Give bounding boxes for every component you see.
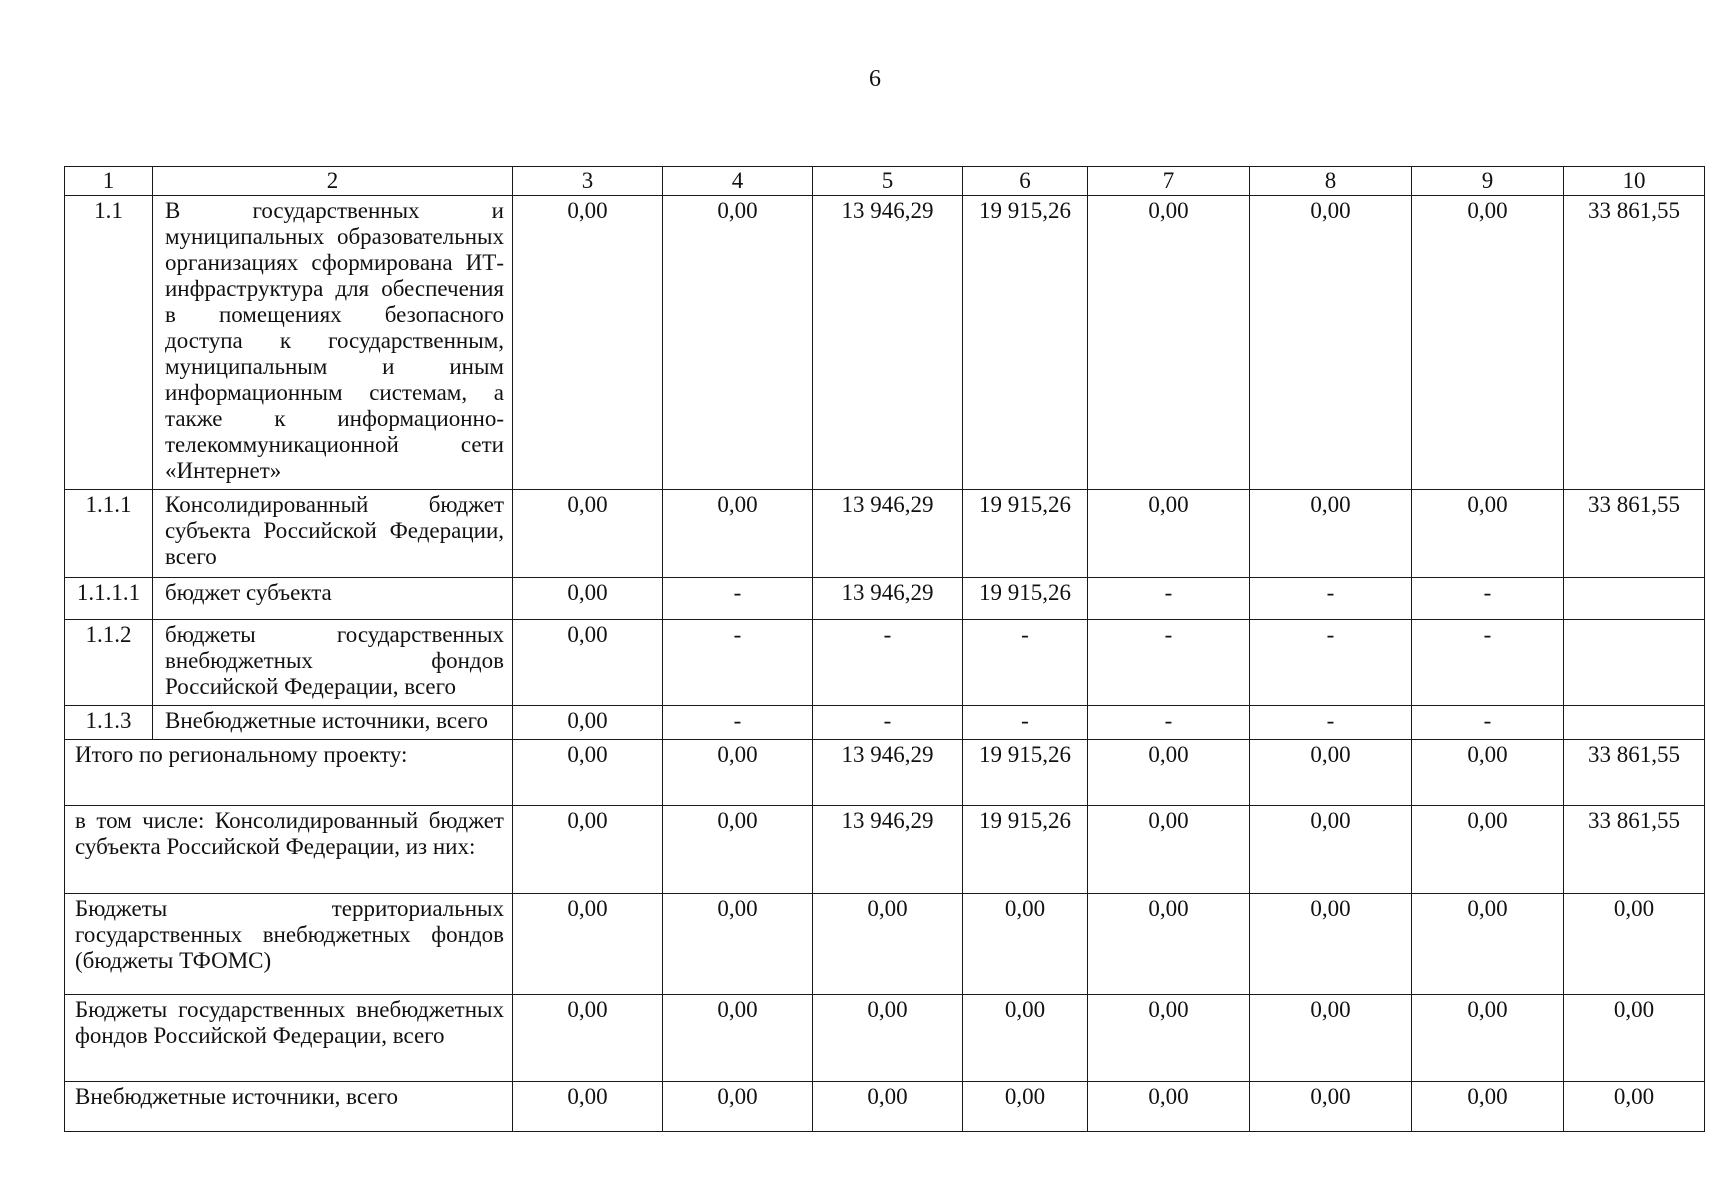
value-cell: 0,00 [1564, 894, 1705, 995]
table-row [65, 620, 1705, 706]
value-cell: 0,00 [513, 490, 663, 578]
value-cell: 0,00 [513, 578, 663, 620]
value-cell: - [1412, 706, 1564, 740]
value-cell: 0,00 [1088, 806, 1250, 894]
column-number: 6 [963, 167, 1088, 196]
value-cell: 0,00 [1088, 740, 1250, 806]
table-row-total [65, 740, 1705, 806]
value-cell: 0,00 [963, 1082, 1088, 1132]
column-number: 1 [65, 167, 153, 196]
row-description: Внебюджетные источники, всего [65, 1082, 513, 1132]
budget-table [64, 166, 1705, 1132]
table-row [65, 490, 1705, 578]
table-row [65, 806, 1705, 894]
value-cell: - [1250, 620, 1412, 706]
value-cell: 0,00 [663, 196, 813, 490]
value-cell: - [1412, 578, 1564, 620]
value-cell: 0,00 [513, 894, 663, 995]
value-cell: 0,00 [1564, 1082, 1705, 1132]
value-cell: 33 861,55 [1564, 490, 1705, 578]
value-cell: 0,00 [1564, 995, 1705, 1082]
value-cell: 19 915,26 [963, 578, 1088, 620]
value-cell: 0,00 [1412, 1082, 1564, 1132]
value-cell: - [1250, 706, 1412, 740]
column-number: 5 [813, 167, 963, 196]
value-cell: 0,00 [813, 1082, 963, 1132]
value-cell: - [1250, 578, 1412, 620]
value-cell: 13 946,29 [813, 806, 963, 894]
value-cell: 0,00 [1088, 894, 1250, 995]
row-description: Бюджеты государственных внебюджетных фондов Российской Федерации, всего [65, 995, 513, 1082]
column-number: 3 [513, 167, 663, 196]
value-cell: 0,00 [1250, 740, 1412, 806]
value-cell: 0,00 [1412, 995, 1564, 1082]
value-cell: 13 946,29 [813, 740, 963, 806]
page-number: 6 [869, 66, 881, 92]
value-cell: 19 915,26 [963, 740, 1088, 806]
value-cell: 19 915,26 [963, 196, 1088, 490]
value-cell: 0,00 [513, 196, 663, 490]
value-cell [1564, 706, 1705, 740]
column-number: 8 [1250, 167, 1412, 196]
row-description: Внебюджетные источники, всего [153, 706, 513, 740]
value-cell: - [813, 620, 963, 706]
value-cell: 13 946,29 [813, 196, 963, 490]
value-cell: 0,00 [1412, 806, 1564, 894]
value-cell: 0,00 [1412, 894, 1564, 995]
value-cell: - [1088, 620, 1250, 706]
value-cell: 0,00 [813, 995, 963, 1082]
row-description: бюджеты государственных внебюджетных фондов Российской Федерации, всего [153, 620, 513, 706]
value-cell: - [1088, 706, 1250, 740]
value-cell: 0,00 [963, 995, 1088, 1082]
value-cell: - [663, 578, 813, 620]
value-cell: 33 861,55 [1564, 740, 1705, 806]
table-row [65, 995, 1705, 1082]
column-number: 9 [1412, 167, 1564, 196]
row-description: бюджет субъекта [153, 578, 513, 620]
value-cell: 0,00 [963, 894, 1088, 995]
value-cell: 0,00 [813, 894, 963, 995]
value-cell: 0,00 [663, 806, 813, 894]
value-cell: 0,00 [513, 620, 663, 706]
table-row [65, 578, 1705, 620]
value-cell: - [663, 706, 813, 740]
row-description: Консолидированный бюджет субъекта Российской Федерации, всего [153, 490, 513, 578]
value-cell: 0,00 [663, 740, 813, 806]
value-cell: 33 861,55 [1564, 196, 1705, 490]
value-cell: 0,00 [513, 740, 663, 806]
table-row [65, 706, 1705, 740]
value-cell [1564, 578, 1705, 620]
row-code: 1.1 [65, 196, 153, 490]
value-cell: 0,00 [513, 806, 663, 894]
value-cell: 0,00 [1412, 490, 1564, 578]
value-cell: 0,00 [1412, 740, 1564, 806]
row-code: 1.1.3 [65, 706, 153, 740]
column-number: 7 [1088, 167, 1250, 196]
value-cell: 33 861,55 [1564, 806, 1705, 894]
column-number: 2 [153, 167, 513, 196]
value-cell: 0,00 [663, 995, 813, 1082]
column-number: 10 [1564, 167, 1705, 196]
value-cell: 0,00 [1412, 196, 1564, 490]
value-cell: - [1412, 620, 1564, 706]
row-code: 1.1.1 [65, 490, 153, 578]
row-description: В государственных и муниципальных образовательных организациях сформирована ИТ-инфраструктура для обеспечения в помещениях безопасного доступа к государственным, муниципальным и иным информационным системам, а также к информационно-телекоммуникационной сети «Интернет» [153, 196, 513, 490]
value-cell [1564, 620, 1705, 706]
value-cell: 0,00 [513, 1082, 663, 1132]
value-cell: 0,00 [1250, 894, 1412, 995]
row-description: Бюджеты территориальных государственных внебюджетных фондов (бюджеты ТФОМС) [65, 894, 513, 995]
value-cell: 0,00 [1250, 196, 1412, 490]
value-cell: 0,00 [1250, 1082, 1412, 1132]
value-cell: 0,00 [1088, 995, 1250, 1082]
value-cell: 0,00 [1088, 1082, 1250, 1132]
value-cell: 0,00 [1088, 490, 1250, 578]
value-cell: 13 946,29 [813, 578, 963, 620]
row-code: 1.1.2 [65, 620, 153, 706]
value-cell: 0,00 [663, 894, 813, 995]
row-description: в том числе: Консолидированный бюджет субъекта Российской Федерации, из них: [65, 806, 513, 894]
row-description: Итого по региональному проекту: [65, 740, 513, 806]
value-cell: 19 915,26 [963, 806, 1088, 894]
column-number: 4 [663, 167, 813, 196]
value-cell: 13 946,29 [813, 490, 963, 578]
table-row [65, 894, 1705, 995]
column-number-row [65, 167, 1705, 196]
value-cell: - [813, 706, 963, 740]
value-cell: - [1088, 578, 1250, 620]
table-row [65, 1082, 1705, 1132]
value-cell: 0,00 [1088, 196, 1250, 490]
value-cell: 0,00 [1250, 995, 1412, 1082]
value-cell: 0,00 [1250, 490, 1412, 578]
value-cell: - [963, 706, 1088, 740]
value-cell: 0,00 [663, 1082, 813, 1132]
row-code: 1.1.1.1 [65, 578, 153, 620]
value-cell: 0,00 [1250, 806, 1412, 894]
value-cell: 0,00 [513, 995, 663, 1082]
value-cell: 0,00 [663, 490, 813, 578]
value-cell: - [963, 620, 1088, 706]
table-row [65, 196, 1705, 490]
value-cell: 0,00 [513, 706, 663, 740]
value-cell: 19 915,26 [963, 490, 1088, 578]
value-cell: - [663, 620, 813, 706]
